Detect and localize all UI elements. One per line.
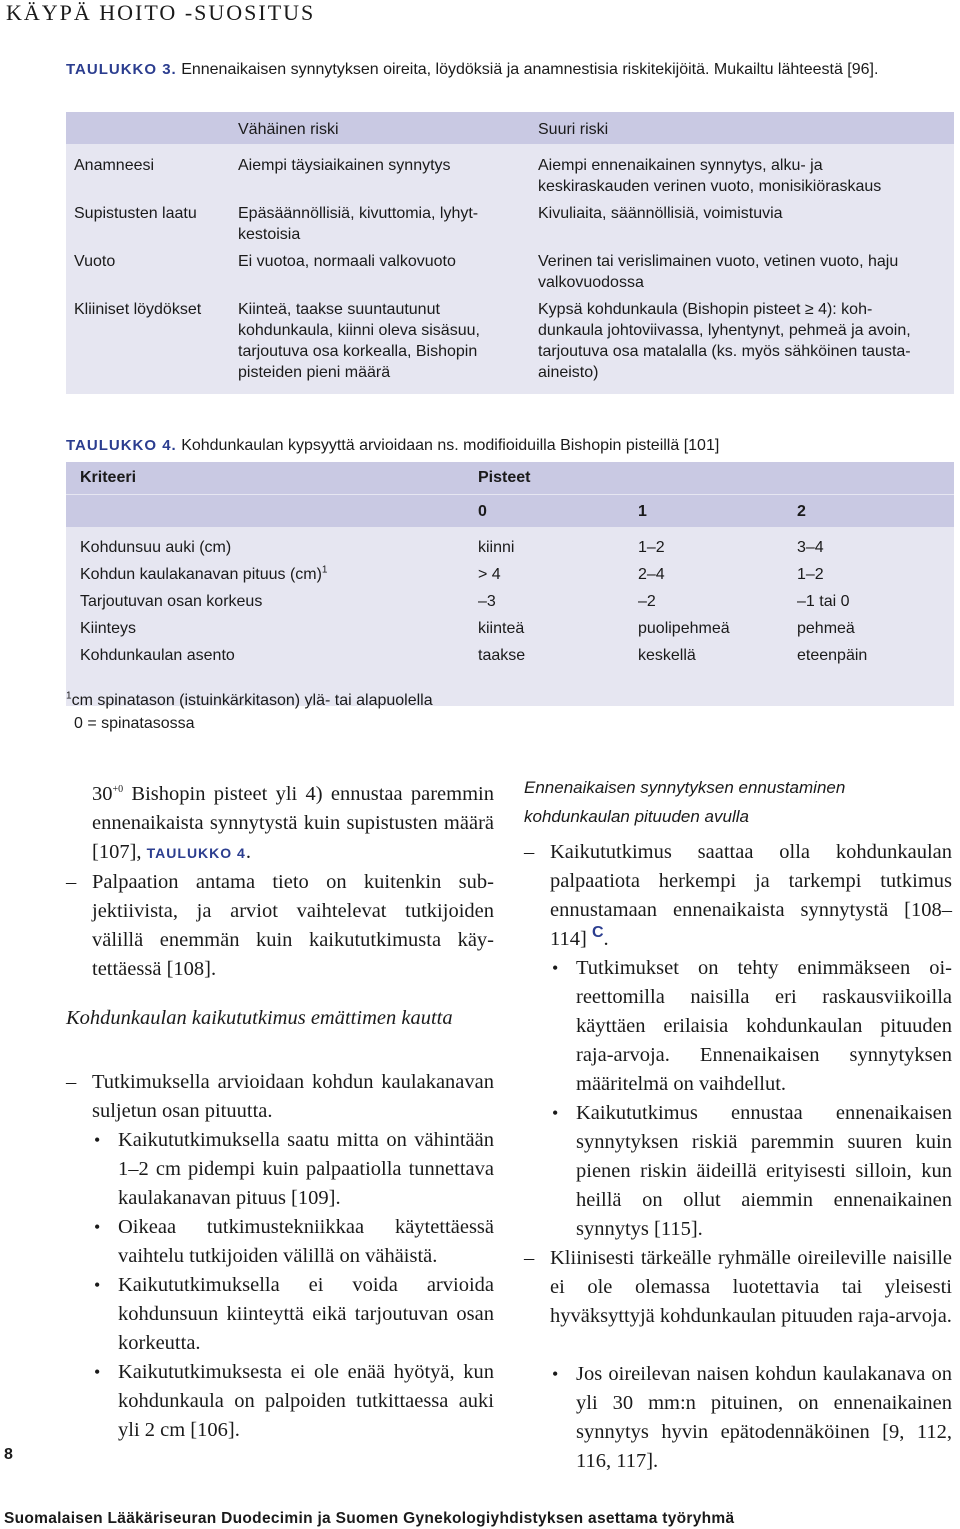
table4-cell: –1 tai 0	[797, 593, 850, 610]
table4-row-criterion: Tarjoutuvan osan korkeus	[80, 593, 263, 610]
bullet-icon: •	[94, 1217, 101, 1237]
dash-icon: –	[524, 841, 535, 863]
evidence-grade-badge: C	[591, 924, 604, 942]
table4-cell: eteenpäin	[797, 647, 868, 664]
table4-caption-text: Kohdunkaulan kypsyyttä arvioidaan ns. modifioiduilla Bishopin pisteillä [101]	[181, 437, 720, 454]
table4-reference: TAULUKKO 4	[146, 845, 246, 861]
bullet-item: • Jos oireilevan naisen kohdun kaulakanava on yli 30 mm:n pituinen, on ennenaikainen synnytys hyvin epätodennäköinen [9, 112, 116, 117].	[576, 1360, 952, 1476]
table4-cell: kiinteä	[478, 620, 525, 637]
dash-item: – Palpaation antama tieto on kuitenkin subjektiivista, ja arviot vaihtelevat tutkijoiden välillä enemmän kuin kaikututkimusta käytettäessä [108].	[92, 868, 494, 984]
table4-caption-label: TAULUKKO 4.	[66, 437, 177, 454]
dash-item: – Tutkimuksella arvioidaan kohdun kaulakanavan suljetun osan pituutta.	[92, 1068, 494, 1126]
page-number: 8	[4, 1446, 13, 1463]
right-subheading: Ennenaikaisen synnytyksen ennustaminen kohdunkaulan pituuden avulla	[524, 778, 846, 826]
table4-col-points: Pisteet	[478, 469, 531, 486]
table4-footnote-2: 0 = spinatasossa	[74, 715, 195, 732]
bullet-icon: •	[94, 1275, 101, 1295]
right-column	[524, 838, 952, 954]
table3-caption-text: Ennenaikaisen synnytyksen oireita, löydöksiä ja anamnestisia riskitekijöitä. Mukailtu lähteestä [96].	[181, 61, 879, 78]
table4-row-criterion: Kohdun kaulakanavan pituus (cm)$^1$	[80, 564, 328, 583]
table4-cell: 3–4	[797, 539, 824, 556]
table4-cell: taakse	[478, 647, 526, 664]
footnote-marker: 1	[321, 564, 328, 576]
bullet-item: • Tutkimukset on tehty enimmäkseen oireettomilla naisilla eri raskausviikoilla käyttäen erilaisia kohdunkaulan pituuden raja-arvoja. Ennenaikaisen synnytyksen määritelmä on vaihdellut.	[576, 954, 952, 1099]
table3-cell-high: Kypsä kohdunkaula (Bishopin pisteet ≥ 4): kohdunkaula johtoviivassa, lyhentynyt, pehmeä ja avoin, tarjoutuva osa matalalla (ks. myös sähköinen tausta-aineisto)	[538, 301, 911, 381]
table4-cell: 1–2	[797, 566, 824, 583]
dash-item: – Kaikututkimus saattaa olla kohdunkaulan palpaatiota herkempi ja tarkempi tutkimus ennustamaan ennenaikaista synnytystä [108–114] $^C$.	[550, 838, 952, 954]
table4-row-criterion: Kohdunkaulan asento	[80, 647, 235, 664]
dash-icon: –	[66, 871, 77, 893]
table3-cell-low: Epäsäännöllisiä, kivuttomia, lyhytkestoisia	[238, 205, 479, 243]
table3-cell-low: Aiempi täysiaikainen synnytys	[238, 157, 451, 174]
table3-caption	[66, 60, 956, 80]
bullet-icon: •	[552, 1364, 559, 1384]
table4-cell: pehmeä	[797, 620, 855, 637]
dash-item: – Kliinisesti tärkeälle ryhmälle oireileville naisille ei ole olemassa luotettavia tai yleisesti hyväksyttyjä kohdunkaulan pituuden raja-arvoja.	[550, 1244, 952, 1331]
table4-cell: 1–2	[638, 539, 665, 556]
left-column-2	[66, 1068, 494, 1126]
table3-row-label: Vuoto	[74, 253, 116, 270]
bullet-icon: •	[94, 1362, 101, 1382]
table4-cell: keskellä	[638, 647, 696, 664]
bullet-icon: •	[94, 1130, 101, 1150]
right-column-2	[524, 1244, 952, 1331]
table4-cell: kiinni	[478, 539, 515, 556]
bullet-icon: •	[552, 958, 559, 978]
left-bullets	[94, 1126, 494, 1445]
table3-cell-high: Kivuliaita, säännöllisiä, voimistuvia	[538, 205, 783, 222]
left-subheading: Kohdunkaulan kaikututkimus emättimen kautta	[66, 1007, 453, 1029]
left-paragraph-1: $30^{+0}$ Bishopin pisteet yli 4) ennustaa paremmin ennenaikaista synnytystä kuin supistusten määrä [107], TAULUKKO 4.	[92, 783, 494, 863]
table4-row-criterion: Kohdunsuu auki (cm)	[80, 539, 232, 556]
table4-score-1: 1	[638, 503, 647, 520]
table3-header-row	[66, 112, 954, 144]
table3-row-label: Kliiniset löydökset	[74, 301, 202, 318]
bullet-item: • Kaikututkimuksella ei voida arvioida kohdunsuun kiinteyttä eikä tarjoutuvan osan korkeutta.	[118, 1271, 494, 1358]
right-bullets-2	[552, 1360, 952, 1476]
table4-col-criteria: Kriteeri	[80, 469, 137, 486]
table3-col-high: Suuri riski	[538, 121, 609, 138]
left-column	[66, 780, 494, 984]
bullet-item: • Kaikututkimus ennustaa ennenaikaisen synnytyksen riskiä paremmin suuren kuin pienen riskin äideillä erityisesti silloin, kun heillä on ollut aiemmin ennenaikainen synnytys [115].	[576, 1099, 952, 1244]
dash-icon: –	[66, 1071, 77, 1093]
table3-cell-high: Verinen tai verislimainen vuoto, vetinen vuoto, haju valkovuodossa	[538, 253, 899, 291]
bullet-item: • Kaikututkimuksesta ei ole enää hyötyä, kun kohdunkaula on palpoiden tutkittaessa auki yli 2 cm [106].	[118, 1358, 494, 1445]
table3-caption-label: TAULUKKO 3.	[66, 61, 177, 78]
table4-caption	[66, 436, 956, 456]
table3-col-low: Vähäinen riski	[238, 121, 339, 138]
table3-cell-low: Kiinteä, taakse suuntautunut kohdunkaula, kiinni oleva sisäsuu, tarjoutuva osa korkealla, Bishopin pisteiden pieni määrä	[238, 301, 480, 381]
table4-score-header-row	[66, 495, 954, 527]
table4-cell: –3	[478, 593, 496, 610]
page-footer: Suomalaisen Lääkäriseuran Duodecimin ja Suomen Gynekologiyhdistyksen asettama työryhmä	[4, 1510, 735, 1527]
table4-score-2: 2	[797, 503, 806, 520]
table4-cell: puolipehmeä	[638, 620, 730, 637]
table3-cell-low: Ei vuotoa, normaali valkovuoto	[238, 253, 456, 270]
table4-score-0: 0	[478, 503, 487, 520]
bullet-item: • Oikeaa tutkimustekniikkaa käytettäessä vaihtelu tutkijoiden välillä on vähäistä.	[118, 1213, 494, 1271]
dash-icon: –	[524, 1247, 535, 1269]
table3-row-label: Supistusten laatu	[74, 205, 197, 222]
running-head: KÄYPÄ HOITO -SUOSITUS	[6, 0, 316, 25]
table3-cell-high: Aiempi ennenaikainen synnytys, alku- ja keskiraskauden verinen vuoto, monisikiöraskaus	[538, 157, 882, 195]
table4-cell: > 4	[478, 566, 501, 583]
bullet-item: • Kaikututkimuksella saatu mitta on vähintään 1–2 cm pidempi kuin palpaatiolla tunnettava kaulakanavan pituus [109].	[118, 1126, 494, 1213]
table4-footnote-1: $^1$cm spinatason (istuinkärkitason) ylä- tai alapuolella	[66, 690, 433, 709]
right-bullets-1	[552, 954, 952, 1244]
table4-cell: 2–4	[638, 566, 665, 583]
table4-cell: –2	[638, 593, 656, 610]
bullet-icon: •	[552, 1103, 559, 1123]
table4-row-criterion: Kiinteys	[80, 620, 137, 637]
table3-row-label: Anamneesi	[74, 157, 155, 174]
